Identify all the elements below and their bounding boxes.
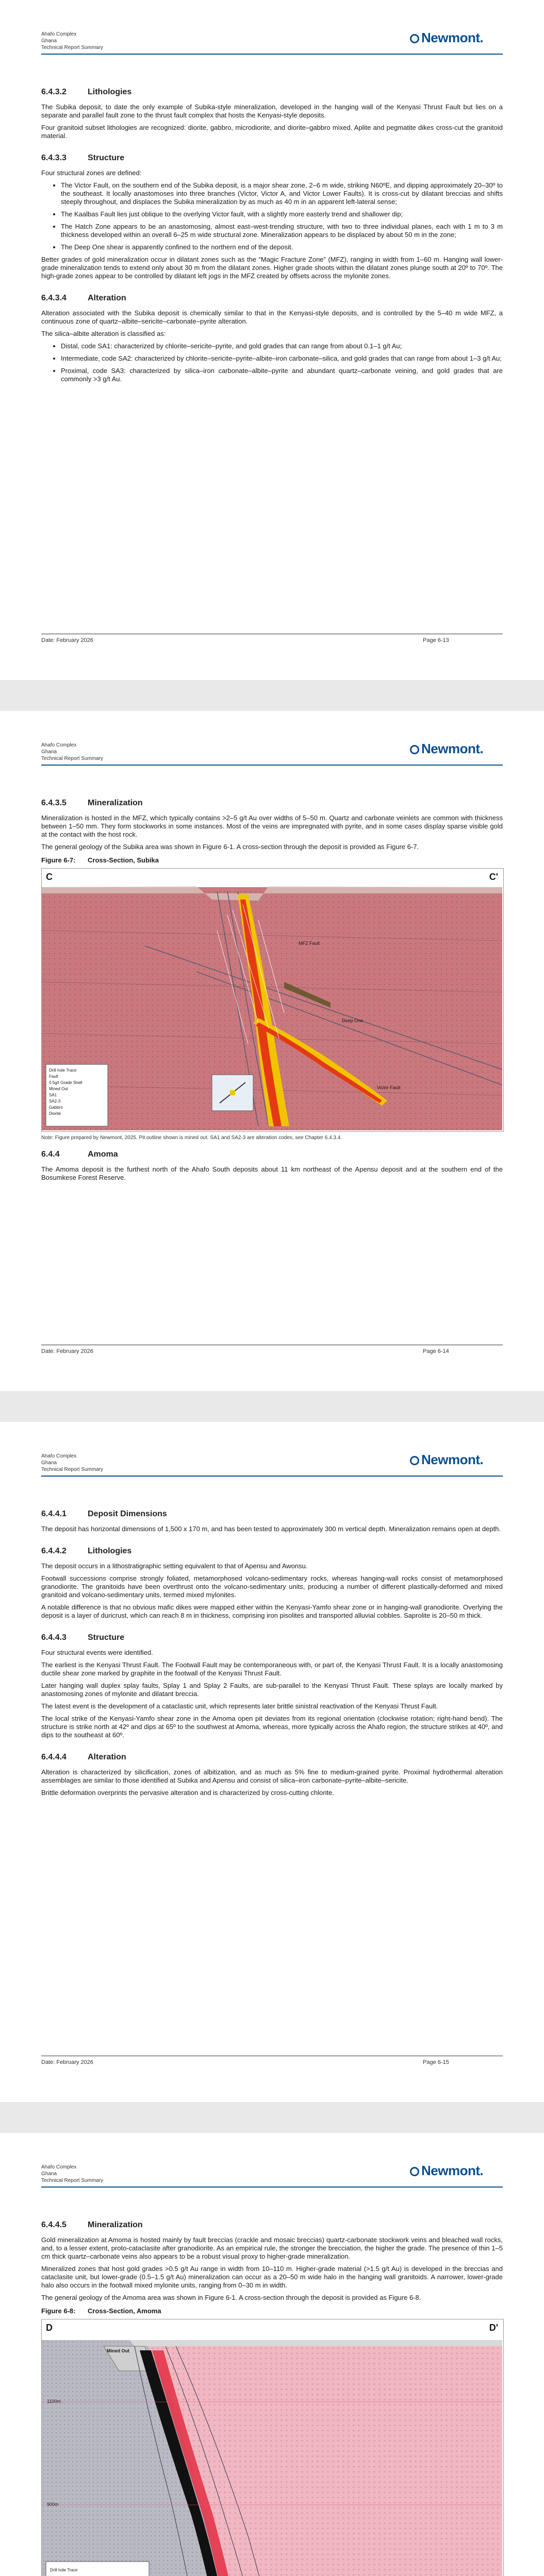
newmont-logo: Newmont. bbox=[410, 2163, 483, 2179]
page-2 bbox=[0, 711, 544, 1391]
page-body bbox=[41, 799, 503, 1186]
figure-note: Note: Figure prepared by Newmont, 2025. Pit outline shown is mined out. SA1 and SA2-3 are alteration codes, see Chapter 6.4.3.4. bbox=[41, 1135, 342, 1141]
section-heading: 6.4.4.5 Mineralization bbox=[41, 2221, 143, 2229]
logo-icon bbox=[410, 1456, 419, 1465]
page-header: Ahafo Complex Ghana Technical Report Summary bbox=[41, 31, 104, 50]
paragraph: Four structural zones are defined: bbox=[41, 169, 142, 177]
footer-date: Date: February 2026 bbox=[41, 1348, 93, 1354]
paragraph: The local strike of the Kenyasi-Yamfo shear zone in the Amoma open pit deviates from its regional orientation (clockwise rotation; right-hand bend). The structure is strike north at 42º and dips at 65º to the southwest at Amoma, whereas, more typically across the Ahafo region, the structure strikes at 40º, and dips to the southeast at 60º. bbox=[41, 1715, 503, 1739]
list-item: • Proximal, code SA3: characterized by silica–iron carbonate–albite–pyrite and abundant quartz–carbonate veining, and gold grades that are commonly >3 g/t Au. bbox=[61, 367, 503, 383]
paragraph: The earliest is the Kenyasi Thrust Fault. The Footwall Fault may be contemporaneous with, or part of, the Kenyasi Thrust Fault. It is a locally anastomosing ductile shear zone marked by graphite in the footwall of the Kenyasi Thrust Fault. bbox=[41, 1661, 503, 1677]
logo-icon bbox=[410, 34, 419, 43]
legend-entry: SA1 bbox=[49, 1093, 57, 1097]
page-number: Page 6-14 bbox=[423, 1348, 449, 1354]
section-heading: 6.4.4.1 Deposit Dimensions bbox=[41, 1510, 167, 1518]
logo-icon bbox=[410, 2167, 419, 2176]
page-1 bbox=[0, 0, 544, 680]
paragraph: The latest event is the development of a cataclastic unit, which represents later brittle sinistral reactivation of the Kenyasi Thrust Fault. bbox=[41, 1702, 438, 1710]
page-body bbox=[41, 88, 503, 387]
mined-out-label: Mined Out bbox=[107, 2348, 129, 2353]
paragraph: The silica–albite alteration is classified as: bbox=[41, 330, 166, 337]
newmont-logo: Newmont. bbox=[410, 1452, 483, 1468]
list-item: • The Victor Fault, on the southern end of the Subika deposit, is a major shear zone, 2–6 m wide, striking N60ºE, and dipping approximately 20–30º to the southeast. It locally anastomoses into three branches (Victor, Victor A, and Victor Lower Faults). It is cross-cut by dilatant breccias and shifts steeply throughout, and displaces the Subika mineralization by as much as 40 m in an apparent left-lateral sense; bbox=[61, 181, 503, 206]
list-item: • The Kaalbas Fault lies just oblique to the overlying Victor fault, with a slightly more easterly trend and shallower dip; bbox=[61, 210, 503, 218]
list-item: • The Deep One shear is apparently confined to the northern end of the deposit. bbox=[61, 243, 503, 251]
paragraph: Better grades of gold mineralization occur in dilatant zones such as the “Magic Fracture Zone” (MFZ), ranging in width from 1–60 m. Hanging wall lower-grade mineralization tends to extend only about 30 m from the dilatant zones. Higher grade shoots within the dilatant zones plunge south at 20º to 70º. The high-grade zones appear to be controlled by dilatant left jogs in the MFZ created by offsets across the mylonite zones. bbox=[41, 256, 503, 280]
section-label-left: C bbox=[46, 872, 53, 882]
page-header: Ahafo Complex Ghana Technical Report Summary bbox=[41, 1453, 104, 1472]
page-body bbox=[41, 2221, 503, 2576]
legend-entry: 0.5g/t Grade Shell bbox=[49, 1080, 83, 1085]
section-heading: 6.4.3.3 Structure bbox=[41, 154, 125, 162]
section-label-left: D bbox=[46, 2323, 53, 2333]
list-item: • Distal, code SA1: characterized by chlorite–sericite–pyrite, and gold grades that can range from about 0.1–1 g/t Au; bbox=[61, 342, 503, 350]
legend-entry: Mined Out bbox=[49, 1087, 68, 1091]
paragraph: The Amoma deposit is the furthest north of the Ahafo South deposits about 11 km northeast of the Apensu deposit and at the southern end of the Bosumkese Forest Reserve. bbox=[41, 1165, 503, 1181]
legend-entry: Gabbro bbox=[49, 1105, 63, 1110]
section-heading: 6.4.4.4 Alteration bbox=[41, 1753, 126, 1761]
paragraph: Alteration is characterized by silicification, zones of albitization, and as much as 5% fine to medium-grained pyrite. Proximal hydrothermal alteration assemblages are similar to those identified at Subika and Apensu and consist of silica–iron carbonate–pyrite–albite–sericite. bbox=[41, 1768, 503, 1784]
paragraph: Four structural events were identified. bbox=[41, 1649, 153, 1656]
legend-entry: Drill hole Trace bbox=[49, 1068, 77, 1073]
figure-legend bbox=[49, 1067, 82, 1117]
fault-label: MFZ Fault bbox=[299, 941, 320, 946]
paragraph: The deposit occurs in a lithostratigraphic setting equivalent to that of Apensu and Awonsu. bbox=[41, 1562, 308, 1570]
paragraph: The deposit has horizontal dimensions of 1,500 x 170 m, and has been tested to approximately 300 m vertical depth. Mineralization remains open at depth. bbox=[41, 1525, 501, 1533]
section-label-right: C' bbox=[489, 872, 498, 882]
section-heading: 6.4.3.4 Alteration bbox=[41, 294, 126, 302]
paragraph: Mineralized zones that host gold grades >0.5 g/t Au range in width from 10–110 m. Higher-grade material (>1.5 g/t Au) is developed in the breccias and cataclasite unit, but lower-grade (0.5–1.5 g/t Au) mineralization can occur as a 20–50 m wide halo in the hanging wall granitoids. A narrower, lower-grade halo also occurs in the footwall mixed mylonite units, ranging from 0–30 m in width. bbox=[41, 2265, 503, 2289]
paragraph: Later hanging wall duplex splay faults, Splay 1 and Splay 2 Faults, are sub-parallel to the Kenyasi Thrust Fault. These splays are locally marked by anastomosing zones of mylonite and dilatant breccia. bbox=[41, 1682, 503, 1698]
legend-entry: SA2-3 bbox=[49, 1099, 61, 1104]
figure-legend bbox=[50, 2566, 88, 2576]
header-divider bbox=[41, 2187, 503, 2188]
section-label-right: D' bbox=[489, 2323, 498, 2333]
rl-label: 900m bbox=[47, 2502, 59, 2507]
section-heading: 6.4.3.2 Lithologies bbox=[41, 88, 132, 96]
cross-section-amoma bbox=[41, 2319, 504, 2576]
paragraph: Four granitoid subset lithologies are recognized: diorite, gabbro, microdiorite, and diorite–gabbro mixed. Aplite and pegmatite dikes cross-cut the granitoid material. bbox=[41, 124, 503, 140]
paragraph: The general geology of the Subika area was shown in Figure 6-1. A cross-section through the deposit is provided as Figure 6-7. bbox=[41, 843, 419, 851]
page-3 bbox=[0, 1422, 544, 2102]
paragraph: Footwall successions comprise strongly foliated, metamorphosed volcano-sedimentary rocks, whereas hanging-wall rocks consist of metamorphosed granodiorite. The granitoids have been overthrust onto the volcano-sedimentary units, producing a number of different plastically-deformed and mixed granitoid and volcano-sedimentary units, termed mixed mylonites. bbox=[41, 1574, 503, 1599]
page-header: Ahafo Complex Ghana Technical Report Summary bbox=[41, 742, 104, 761]
legend-entry: Drill hole Trace bbox=[50, 2568, 78, 2572]
figure-caption: Figure 6-8: Cross-Section, Amoma bbox=[41, 2307, 161, 2315]
subika-section-drawing bbox=[42, 869, 502, 1130]
legend-entry: Diorite bbox=[49, 1111, 61, 1116]
paragraph: Mineralization is hosted in the MFZ, which typically contains >2–5 g/t Au over widths of 5–50 m. Quartz and carbonate veinlets are common with thickness between 1–50 mm. They form stockworks in some instances. Most of the veins are impregnated with pyrite, and in some cases display sparse visible gold at the contact with the host rock. bbox=[41, 814, 503, 838]
figure-caption: Figure 6-7: Cross-Section, Subika bbox=[41, 856, 159, 864]
page-header: Ahafo Complex Ghana Technical Report Summary bbox=[41, 2164, 104, 2183]
page-body bbox=[41, 1510, 503, 1801]
section-heading: 6.4.4.2 Lithologies bbox=[41, 1547, 132, 1555]
paragraph: A notable difference is that no obvious mafic dikes were mapped either within the Kenyasi-Yamfo shear zone or in hanging-wall granodiorite. Overlying the deposit is a layer of duricrust, which can reach 8 m in thickness, comprising iron pisolites and transported alluvial cobbles. Saprolite is 20–50 m thick. bbox=[41, 1603, 503, 1619]
paragraph: The general geology of the Amoma area was shown in Figure 6-1. A cross-section through the deposit is provided as Figure 6-8. bbox=[41, 2294, 421, 2301]
footer-date: Date: February 2026 bbox=[41, 2059, 93, 2065]
rl-label: 1100m bbox=[47, 2399, 61, 2404]
cross-section-subika bbox=[41, 868, 504, 1132]
newmont-logo: Newmont. bbox=[410, 741, 483, 757]
page-4 bbox=[0, 2133, 544, 2576]
section-heading: 6.4.4.3 Structure bbox=[41, 1633, 125, 1642]
fault-label: Victor Fault bbox=[377, 1085, 401, 1090]
legend-entry: Fault bbox=[49, 1074, 58, 1079]
logo-icon bbox=[410, 745, 419, 754]
list-item: • Intermediate, code SA2: characterized by chlorite–sericite–pyrite–albite–iron carbonate–silica, and gold grades that can range from about 1–3 g/t Au; bbox=[61, 354, 503, 363]
list-item: • The Hatch Zone appears to be an anastomosing, almost east–west-trending structure, with two to three individual planes, each with 1 m to 3 m thickness developed within an overall 6–25 m wide structural zone. Mineralization appears to be displaced by about 50 m in the zone; bbox=[61, 223, 503, 239]
footer-date: Date: February 2026 bbox=[41, 637, 93, 643]
paragraph: Brittle deformation overprints the pervasive alteration and is characterized by cross-cutting chlorite. bbox=[41, 1789, 334, 1797]
page-number: Page 6-15 bbox=[423, 2059, 449, 2065]
section-heading: 6.4.3.5 Mineralization bbox=[41, 799, 143, 807]
page-number: Page 6-13 bbox=[423, 637, 449, 643]
bullet-list bbox=[41, 181, 503, 251]
section-heading: 6.4.4 Amoma bbox=[41, 1150, 118, 1159]
bullet-list bbox=[41, 342, 503, 383]
amoma-section-drawing bbox=[42, 2319, 502, 2576]
header-divider bbox=[41, 54, 503, 55]
paragraph: Gold mineralization at Amoma is hosted mainly by fault breccias (crackle and mosaic breccias) quartz-carbonate stockwork veins and bleached wall rocks, and, to a lesser extent, proto-cataclasite after granodiorite. As an empirical rule, the stronger the brecciation, the higher the grade. The presence of thin 1–5 cm thick quartz–carbonate veins also appears to be a robust visual proxy to higher-grade mineralization. bbox=[41, 2236, 503, 2260]
header-divider bbox=[41, 765, 503, 766]
paragraph: Alteration associated with the Subika deposit is chemically similar to that in the Kenyasi-style deposits, and is controlled by the 5–40 m wide MFZ, a continuous zone of quartz–albite–sericite–carbonate–pyrite alteration. bbox=[41, 309, 503, 325]
paragraph: The Subika deposit, to date the only example of Subika-style mineralization, developed in the hanging wall of the Kenyasi Thrust Fault but lies on a separate and parallel fault zone to the thrust fault complex that hosts the Kenyasi-style deposits. bbox=[41, 103, 503, 119]
fault-label: Deep One bbox=[342, 1018, 364, 1023]
header-divider bbox=[41, 1476, 503, 1477]
newmont-logo: Newmont. bbox=[410, 30, 483, 46]
